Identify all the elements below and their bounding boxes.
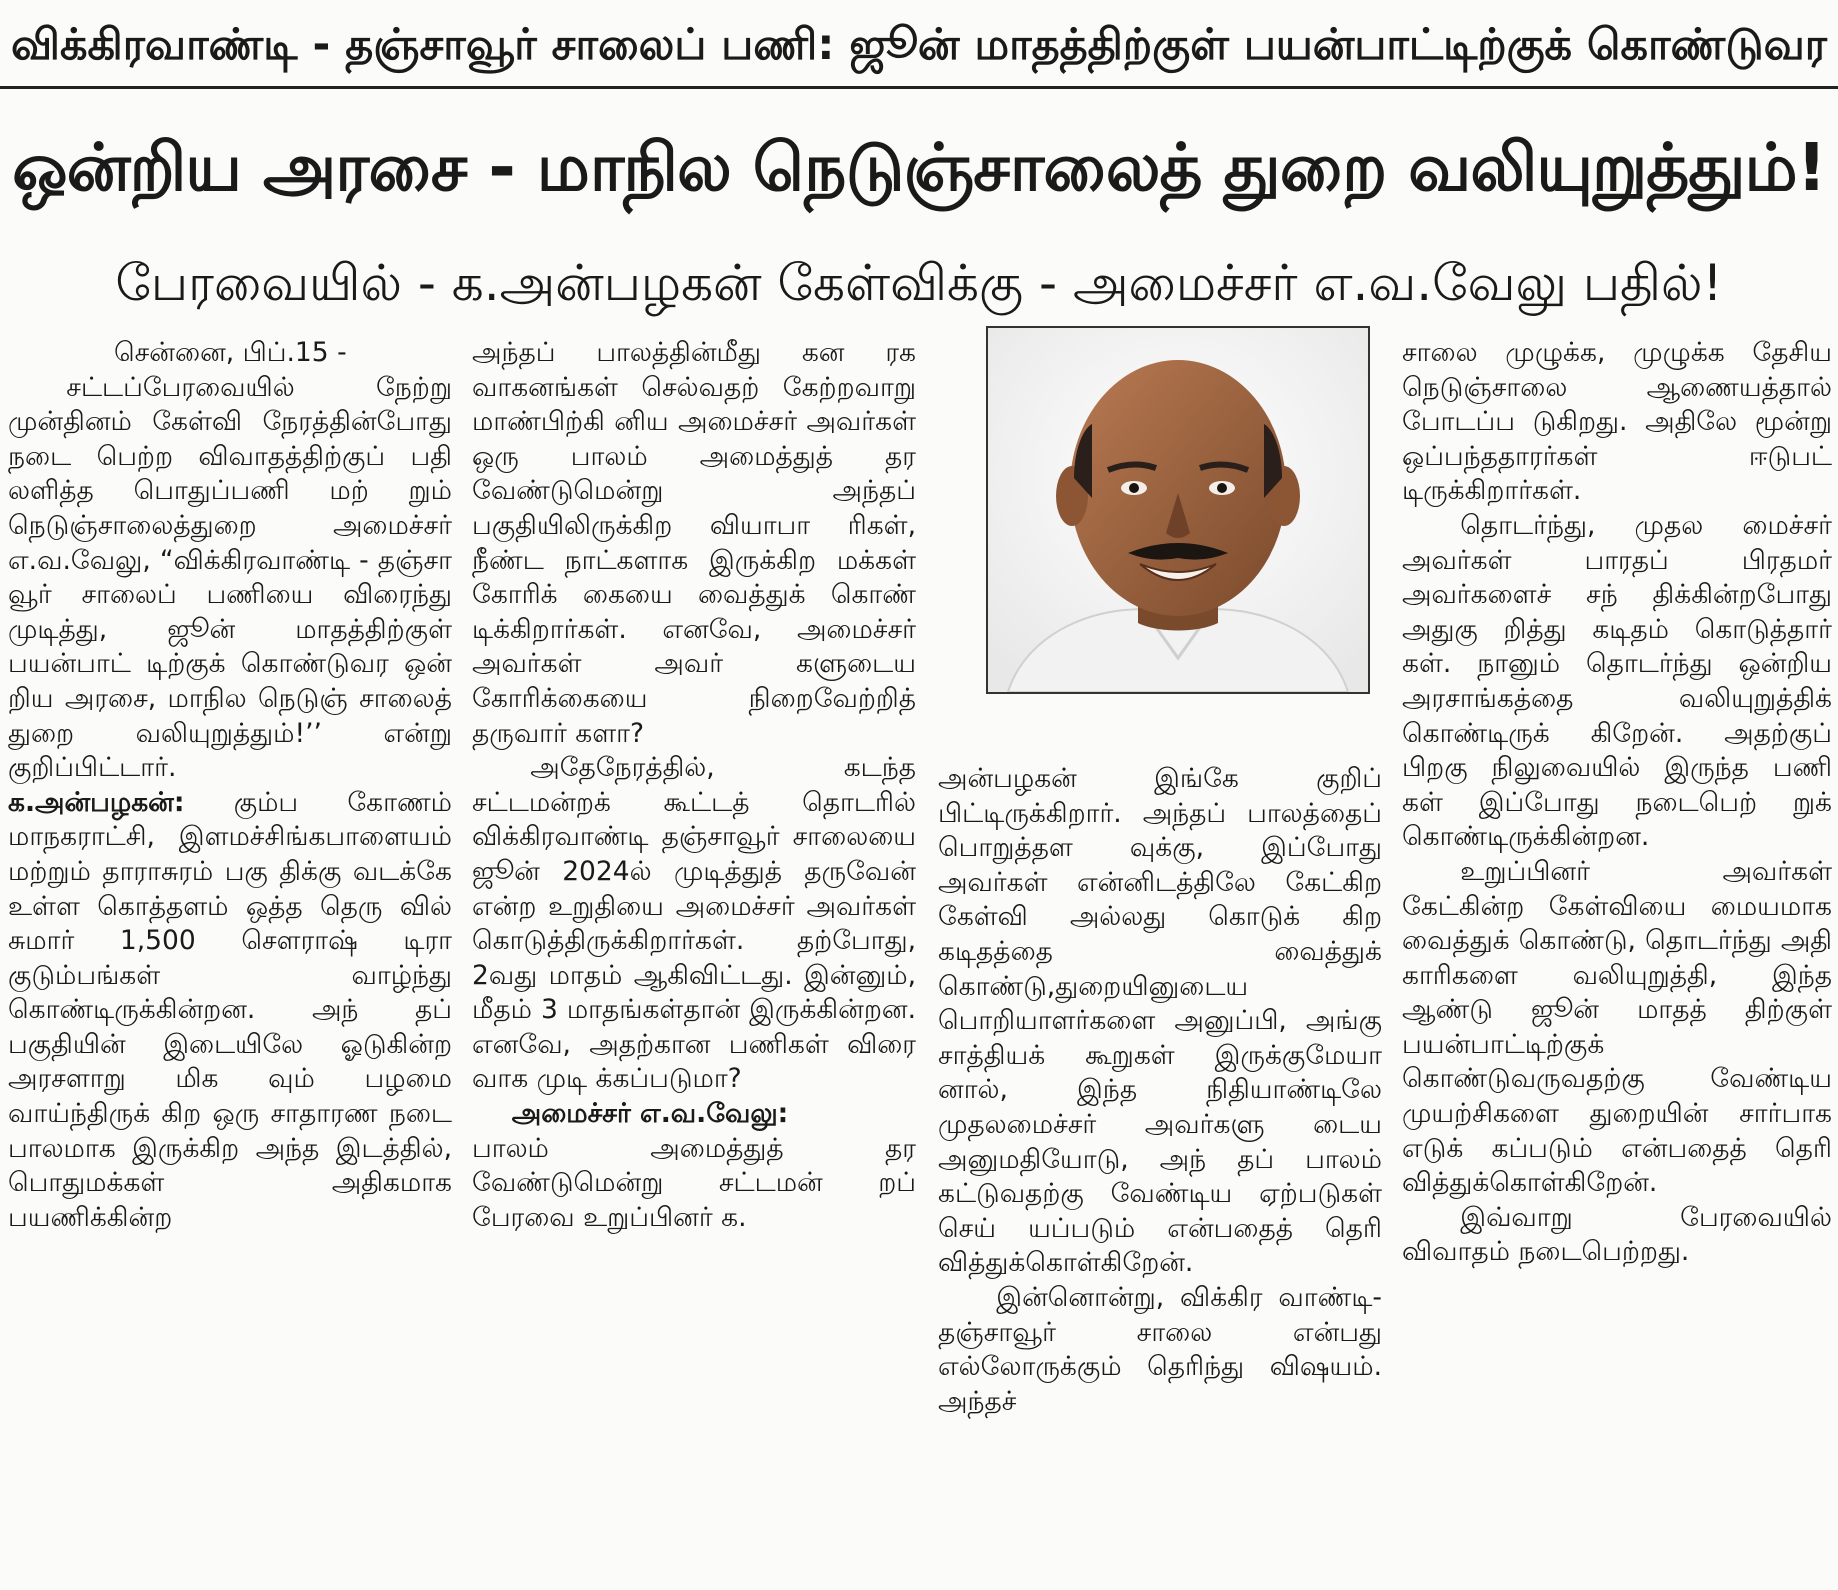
headline: ஒன்றிய அரசை - மாநில நெடுஞ்சாலைத் துறை வலியுறுத்தும்! xyxy=(12,129,1826,206)
paragraph: சட்டப்பேரவையில் நேற்று முன்தினம் கேள்வி நேரத்தின்போது நடை பெற்ற விவாதத்திற்குப் பதி லளித்த பொதுப்பணி மற் றும் நெடுஞ்சாலைத்துறை அமைச்சர் எ.வ.வேலு, “விக்கிரவாண்டி - தஞ்சா வூர் சாலைப் பணியை விரைந்து முடித்து, ஜூன் மாதத்திற்குள் பயன்பாட் டிற்குக் கொண்டுவர ஒன் றிய அரசை, மாநில நெடுஞ் சாலைத் துறை வலியுறுத்தும்!’’ என்று குறிப்பிட்டார். xyxy=(8,371,452,784)
portrait-photo xyxy=(986,326,1370,694)
paragraph: அதேநேரத்தில், கடந்த சட்டமன்றக் கூட்டத் தொடரில் விக்கிரவாண்டி தஞ்சாவூர் சாலையை ஜூன் 2024ல் முடித்துத் தருவேன் என்ற உறுதியை அமைச்சர் அவர்கள் கொடுத்திருக்கிறார்கள். தற்போது, 2வது மாதம் ஆகிவிட்டது. இன்னும், மீதம் 3 மாதங்கள்தான் இருக்கின்றன. எனவே, அதற்கான பணிகள் விரை வாக முடி க்கப்படுமா? xyxy=(472,752,916,1095)
column-2 xyxy=(472,336,916,1586)
speaker-label: க.அன்பழகன்: xyxy=(8,786,185,818)
portrait-illustration xyxy=(988,328,1368,692)
paragraph: பாலம் அமைத்துத் தர வேண்டுமென்று சட்டமன் றப் பேரவை உறுப்பினர் க. xyxy=(472,1132,916,1233)
speaker-label: அமைச்சர் எ.வ.வேலு: xyxy=(511,1098,789,1130)
kicker: விக்கிரவாண்டி - தஞ்சாவூர் சாலைப் பணி: ஜூன் மாதத்திற்குள் பயன்பாட்டிற்குக் கொண்டுவர xyxy=(11,20,1827,70)
paragraph: சாலை முழுக்க, முழுக்க தேசிய நெடுஞ்சாலை ஆணையத்தால் போடப்ப டுகிறது. அதிலே மூன்று ஒப்பந்ததாரர்கள் ஈடுபட் டிருக்கிறார்கள். xyxy=(1402,337,1832,507)
paragraph-text: கும்ப கோணம் மாநகராட்சி, இளமச்சிங்கபாளையம் மற்றும் தாராசுரம் பகு திக்கு வடக்கே உள்ள கொத்தளம் ஒத்த தெரு வில் சுமார் 1,500 சௌராஷ் டிரா குடும்பங்கள் வாழ்ந்து கொண்டிருக்கின்றன. அந் தப் பகுதியின் இடையிலே ஓடுகின்ற அரசளாறு மிக வும் பழமை வாய்ந்திருக் கிற ஒரு சாதாரண நடை பாலமாக இருக்கிற அந்த இடத்தில், பொதுமக்கள் அதிகமாக பயணிக்கின்ற xyxy=(8,786,452,1233)
paragraph xyxy=(8,786,452,1236)
column-3 xyxy=(938,762,1382,1586)
column-1 xyxy=(8,336,452,1586)
rule-top xyxy=(0,86,1838,89)
paragraph: தொடர்ந்து, முதல மைச்சர் அவர்கள் பாரதப் பிரதமர் அவர்களைச் சந் திக்கின்றபோது அதுகு றித்து கடிதம் கொடுத்தார் கள். நானும் தொடர்ந்து ஒன்றிய அரசாங்கத்தை வலியுறுத்திக் கொண்டிருக் கிறேன். அதற்குப் பிறகு நிலுவையில் இருந்த பணி கள் இப்போது நடைபெற் றுக் கொண்டிருக்கின்றன. xyxy=(1402,509,1832,853)
paragraph: அன்பழகன் இங்கே குறிப் பிட்டிருக்கிறார். அந்தப் பாலத்தைப் பொறுத்தள வுக்கு, இப்போது அவர்கள் என்னிடத்திலே கேட்கிற கேள்வி அல்லது கொடுக் கிற கடிதத்தை வைத்துக் கொண்டு,துறையினுடைய பொறியாளர்களை அனுப்பி, அங்கு சாத்தியக் கூறுகள் இருக்குமேயா னால், இந்த நிதியாண்டிலே முதலமைச்சர் அவர்களு டைய அனுமதியோடு, அந் தப் பாலம் கட்டுவதற்கு வேண்டிய ஏற்படுகள் செய் யப்படும் என்பதைத் தெரி வித்துக்கொள்கிறேன். xyxy=(938,763,1382,1279)
paragraph: இன்னொன்று, விக்கிர வாண்டி- தஞ்சாவூர் சாலை என்பது எல்லோருக்கும் தெரிந்து விஷயம். அந்தச் xyxy=(938,1281,1382,1417)
paragraph: இவ்வாறு பேரவையில் விவாதம் நடைபெற்றது. xyxy=(1402,1201,1832,1268)
dateline: சென்னை, பிப்.15 - xyxy=(114,337,347,368)
subhead: பேரவையில் - க.அன்பழகன் கேள்விக்கு - அமைச்சர் எ.வ.வேலு பதில்! xyxy=(115,254,1723,312)
column-4 xyxy=(1402,336,1832,1586)
paragraph: உறுப்பினர் அவர்கள் கேட்கின்ற கேள்வியை மையமாக வைத்துக் கொண்டு, தொடர்ந்து அதி காரிகளை வலியுறுத்தி, இந்த ஆண்டு ஜூன் மாதத் திற்குள் பயன்பாட்டிற்குக் கொண்டுவருவதற்கு வேண்டிய முயற்சிகளை துறையின் சார்பாக எடுக் கப்படும் என்பதைத் தெரி வித்துக்கொள்கிறேன். xyxy=(1402,855,1832,1199)
paragraph: அந்தப் பாலத்தின்மீது கன ரக வாகனங்கள் செல்வதற் கேற்றவாறு மாண்பிற்கி னிய அமைச்சர் அவர்கள் ஒரு பாலம் அமைத்துத் தர வேண்டுமென்று அந்தப் பகுதியிலிருக்கிற வியாபா ரிகள், நீண்ட நாட்களாக இருக்கிற மக்கள் கோரிக் கையை வைத்துக் கொண் டிக்கிறார்கள். எனவே, அமைச்சர் அவர்கள் அவர் களுடைய கோரிக்கையை நிறைவேற்றித் தருவார் களா? xyxy=(472,337,916,749)
